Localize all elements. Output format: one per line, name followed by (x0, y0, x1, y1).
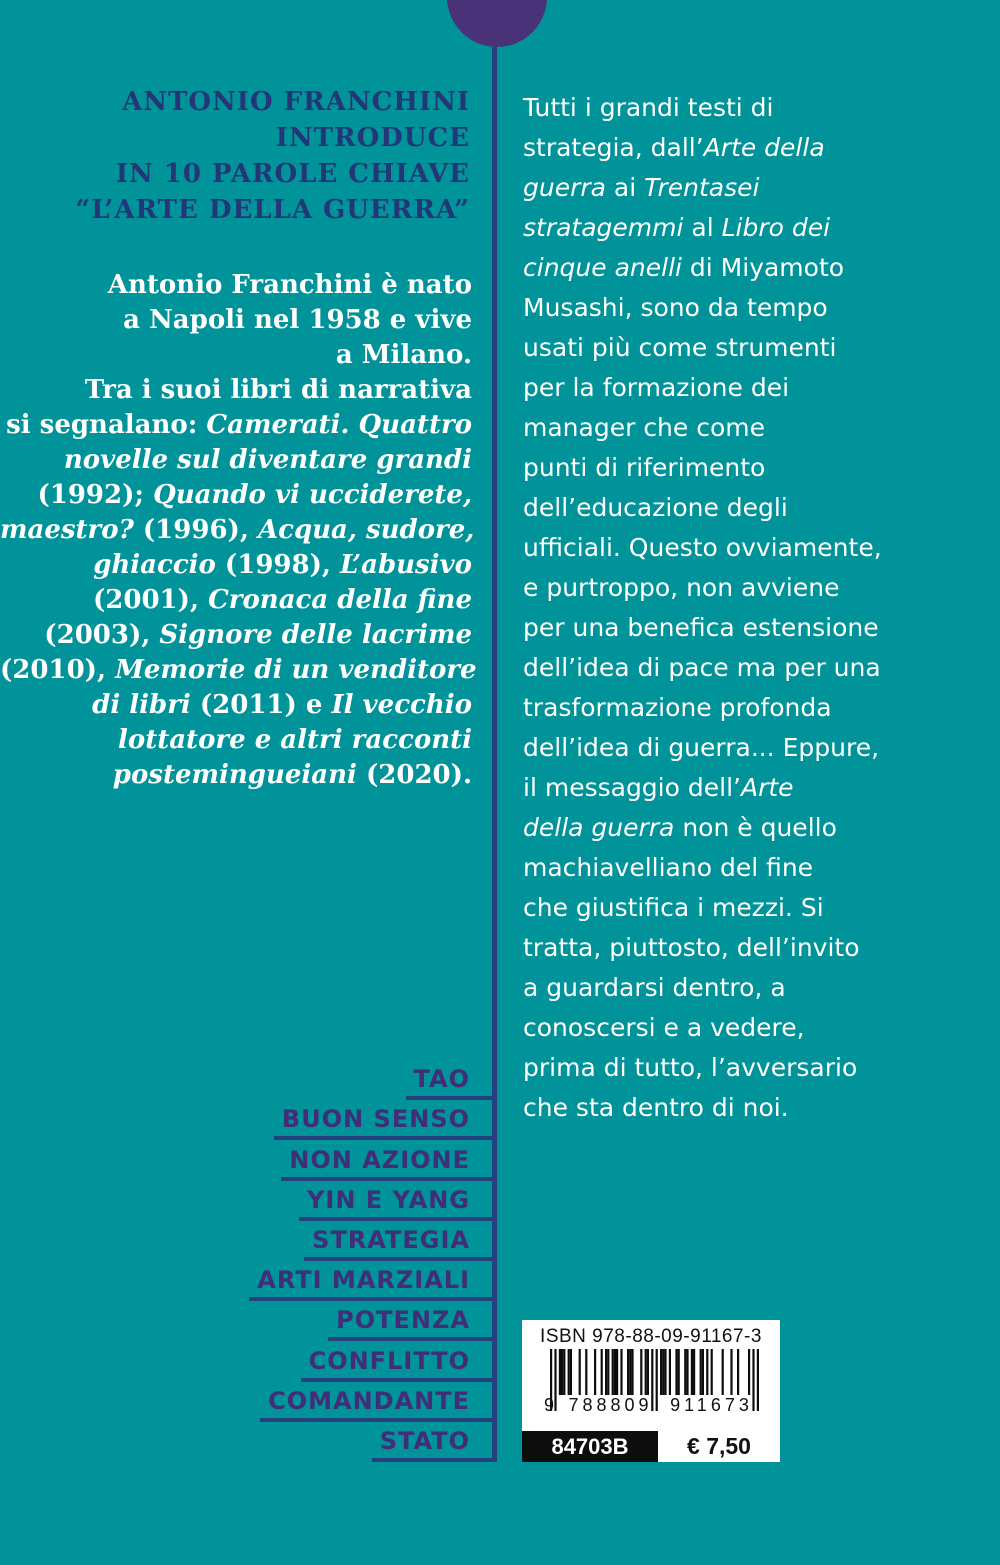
price-badge: € 7,50 (658, 1431, 780, 1462)
keyword-row (0, 1341, 497, 1381)
text-line: (2010), Memorie di un venditore (0, 655, 477, 685)
text-line: lottatore e altri racconti (117, 725, 472, 755)
text-line: dell’idea di pace ma per una (523, 653, 881, 682)
keyword-list (0, 1060, 497, 1462)
keyword-label: YIN E YANG (299, 1188, 497, 1221)
keyword-label: TAO (406, 1067, 497, 1100)
text-line: conoscersi e a vedere, (523, 1013, 805, 1042)
isbn-barcode-panel (522, 1320, 780, 1431)
text-line: IN 10 PAROLE CHIAVE (115, 159, 470, 189)
keyword-label: COMANDANTE (260, 1389, 497, 1422)
text-line: strategia, dall’Arte della (523, 133, 825, 162)
text-line: “L’ARTE DELLA GUERRA” (75, 195, 470, 225)
text-line: della guerra non è quello (523, 813, 837, 842)
keyword-label: BUON SENSO (274, 1107, 497, 1140)
text-line: machiavelliano del fine (523, 853, 814, 882)
text-line: per una benefica estensione (523, 613, 879, 642)
text-line: dell’educazione degli (523, 493, 788, 522)
author-biography (0, 268, 477, 793)
keyword-label: POTENZA (328, 1308, 497, 1341)
keyword-row (0, 1301, 497, 1341)
text-line: prima di tutto, l’avversario (523, 1053, 858, 1082)
text-line: a Milano. (335, 340, 472, 370)
text-line: maestro? (1996), Acqua, sudore, (0, 515, 475, 545)
text-line: a guardarsi dentro, a (523, 973, 786, 1002)
keyword-row (0, 1422, 497, 1462)
ean13-barcode (536, 1349, 766, 1413)
text-line: per la formazione dei (523, 373, 790, 402)
keyword-label: ARTI MARZIALI (249, 1268, 497, 1301)
book-blurb (523, 88, 993, 1128)
text-line: tratta, piuttosto, dell’invito (523, 933, 860, 962)
text-line: Musashi, sono da tempo (523, 293, 828, 322)
text-line: che giustifica i mezzi. Si (523, 893, 824, 922)
keyword-row (0, 1382, 497, 1422)
text-line: Tra i suoi libri di narrativa (84, 375, 472, 405)
text-line: ANTONIO FRANCHINI (122, 87, 470, 117)
cover-header (0, 84, 470, 228)
keyword-label: CONFLITTO (301, 1349, 497, 1382)
text-line: INTRODUCE (275, 123, 470, 153)
text-line: dell’idea di guerra... Eppure, (523, 733, 880, 762)
barcode-digit-first: 9 (544, 1395, 555, 1415)
barcode-digits-right: 911673 (670, 1395, 753, 1415)
text-line: postemingueiani (2020). (112, 760, 472, 790)
text-line: guerra ai Trentasei (523, 173, 760, 202)
text-line: a Napoli nel 1958 e vive (123, 305, 472, 335)
keyword-label: STATO (372, 1429, 497, 1462)
text-line: stratagemmi al Libro dei (523, 213, 831, 242)
text-line: (2003), Signore delle lacrime (44, 620, 472, 650)
text-line: novelle sul diventare grandi (63, 445, 472, 475)
keyword-label: STRATEGIA (304, 1228, 497, 1261)
text-line: punti di riferimento (523, 453, 766, 482)
text-line: ghiaccio (1998), L’abusivo (93, 550, 472, 580)
keyword-row (0, 1181, 497, 1221)
text-line: ufficiali. Questo ovviamente, (523, 533, 882, 562)
text-line: manager che come (523, 413, 766, 442)
text-line: Antonio Franchini è nato (107, 270, 472, 300)
text-line: usati più come strumenti (523, 333, 837, 362)
text-line: trasformazione profonda (523, 693, 832, 722)
text-line: (2001), Cronaca della fine (92, 585, 472, 615)
barcode-digits-left: 788809 (568, 1395, 653, 1415)
text-line: cinque anelli di Miyamoto (523, 253, 845, 282)
keyword-label: NON AZIONE (281, 1148, 497, 1181)
keyword-row (0, 1100, 497, 1140)
text-line: che sta dentro di noi. (523, 1093, 789, 1122)
edition-code-badge: 84703B (522, 1431, 658, 1462)
text-line: (1992); Quando vi ucciderete, (37, 480, 472, 510)
keyword-row (0, 1140, 497, 1180)
keyword-row (0, 1221, 497, 1261)
text-line: e purtroppo, non avviene (523, 573, 840, 602)
keyword-row (0, 1261, 497, 1301)
text-line: Tutti i grandi testi di (523, 93, 774, 122)
text-line: il messaggio dell’Arte (523, 773, 794, 802)
text-line: di libri (2011) e Il vecchio (92, 690, 472, 720)
decorative-circle (447, 0, 547, 47)
text-line: si segnalano: Camerati. Quattro (6, 410, 472, 440)
keyword-row (0, 1060, 497, 1100)
barcode-digits (544, 1395, 762, 1416)
isbn-label: ISBN 978-88-09-91167-3 (540, 1326, 762, 1347)
